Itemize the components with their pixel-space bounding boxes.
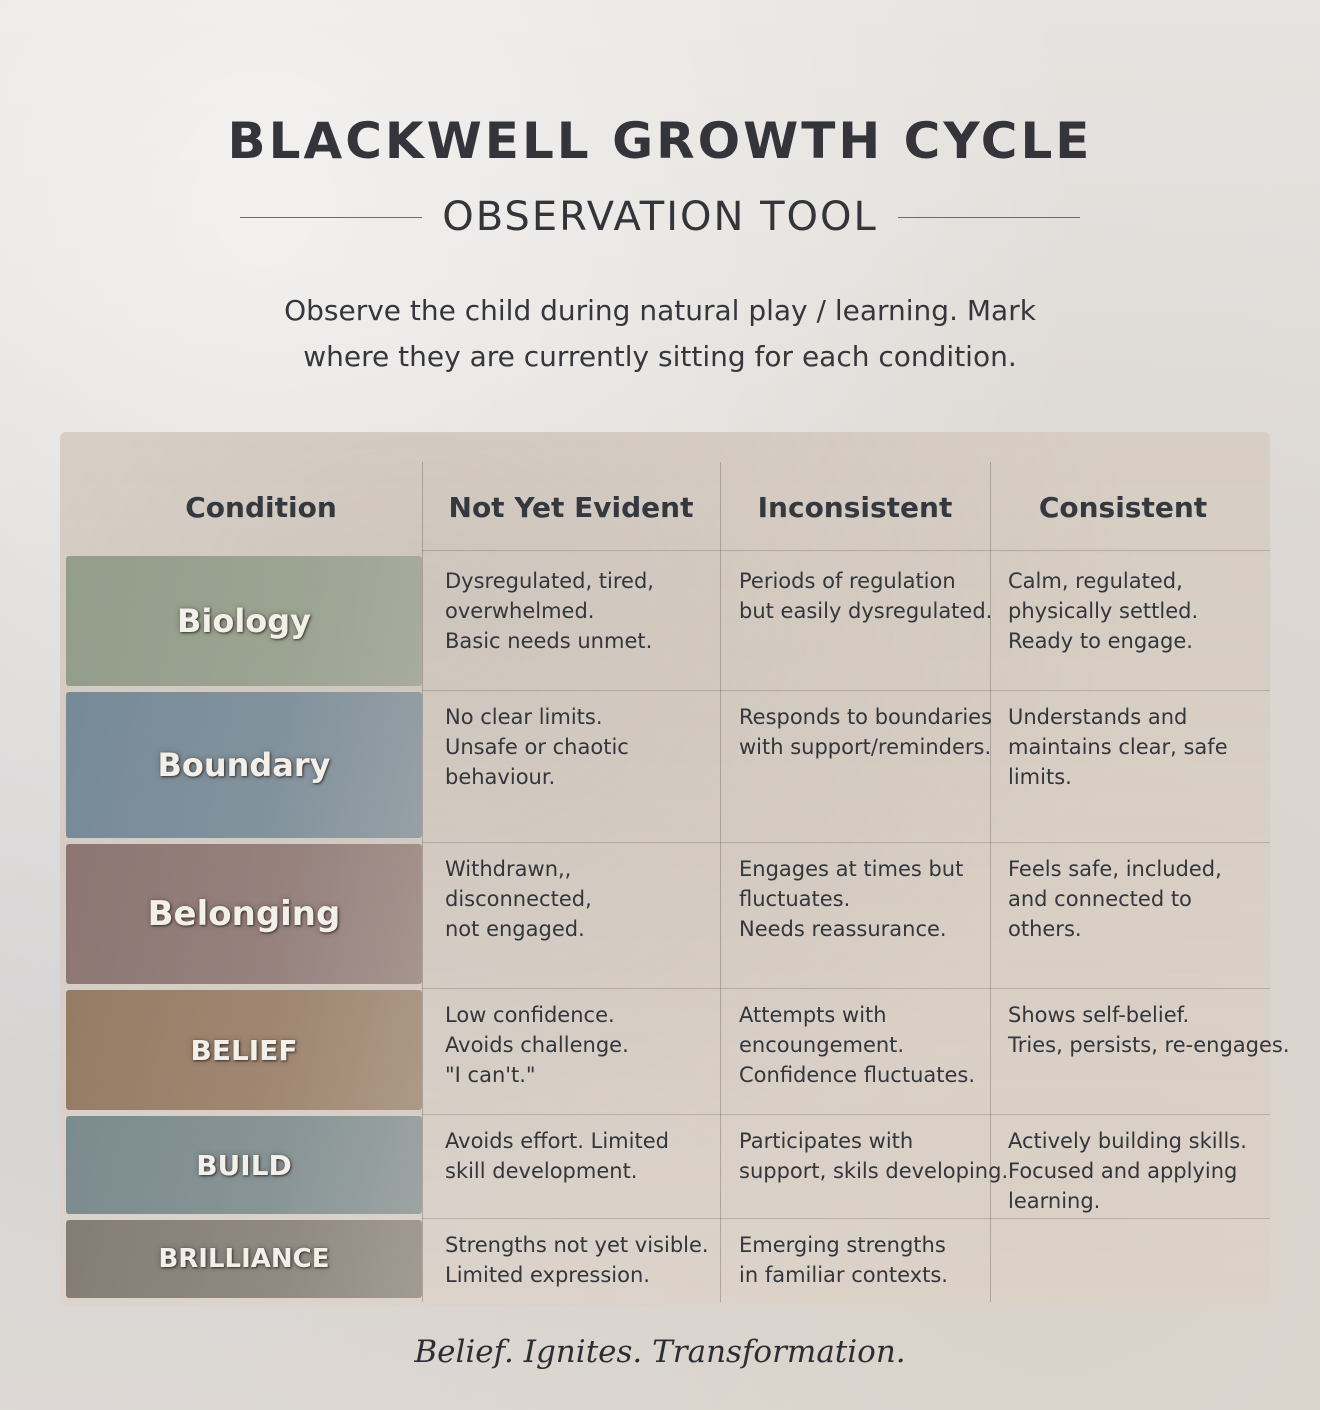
page-subtitle: OBSERVATION TOOL [442,194,878,240]
cell-line: Strengths not yet visible. [445,1233,709,1257]
condition-label-boundary: Boundary [66,692,422,838]
cell-belief-consistent [1008,1000,1290,1060]
cell-boundary-inconsistent [739,702,992,762]
intro-text [220,288,1100,380]
cell-line: Ready to engage. [1008,629,1193,653]
observation-table [60,432,1290,1306]
cell-line: and connected to [1008,887,1192,911]
cell-line: overwhelmed. [445,599,595,623]
cell-brilliance-not-yet-evident [445,1230,709,1290]
cell-line: Confidence fluctuates. [739,1063,976,1087]
cell-line: skill development. [445,1159,638,1183]
row-divider [422,988,1270,989]
condition-label-biology: Biology [66,556,422,686]
cell-build-inconsistent [739,1126,1008,1186]
row-divider [422,690,1270,691]
intro-line-2: where they are currently sitting for each condition. [303,340,1017,373]
cell-line: physically settled. [1008,599,1199,623]
row-divider [422,550,1270,551]
cell-line: Periods of regulation [739,569,956,593]
condition-label-brilliance: BRILLIANCE [66,1220,422,1298]
column-header-inconsistent: Inconsistent [757,491,953,524]
condition-label-build: BUILD [66,1116,422,1214]
cell-line: maintains clear, safe [1008,735,1228,759]
cell-line: not engaged. [445,917,585,941]
cell-line: Participates with [739,1129,914,1153]
cell-boundary-not-yet-evident [445,702,629,792]
cell-line: Understands and [1008,705,1188,729]
cell-line: Needs reassurance. [739,917,947,941]
cell-line: fluctuates. [739,887,851,911]
cell-biology-consistent [1008,566,1198,656]
condition-label-belief: BELIEF [66,990,422,1110]
intro-line-1: Observe the child during natural play / learning. Mark [284,294,1036,327]
cell-line: Attempts with [739,1003,887,1027]
cell-line: Feels safe, included, [1008,857,1222,881]
column-header-consistent: Consistent [1038,491,1208,524]
cell-line: but easily dysregulated. [739,599,993,623]
footer-tagline: Belief. Ignites. Transformation. [414,1334,906,1370]
cell-belonging-not-yet-evident [445,854,592,944]
cell-line: encoungement. [739,1033,905,1057]
column-divider [422,462,423,1302]
column-header-not-yet-evident: Not Yet Evident [448,491,694,524]
cell-build-not-yet-evident [445,1126,669,1186]
column-divider [720,462,721,1302]
subtitle-rule-right [898,217,1080,218]
row-divider [422,842,1270,843]
cell-belief-inconsistent [739,1000,975,1090]
cell-line: Low confidence. [445,1003,615,1027]
cell-line: Emerging strengths [739,1233,946,1257]
cell-belonging-consistent [1008,854,1222,944]
cell-line: Avoids effort. Limited [445,1129,669,1153]
cell-line: Focused and applying [1008,1159,1238,1183]
cell-line: in familiar contexts. [739,1263,948,1287]
cell-line: Calm, regulated, [1008,569,1183,593]
condition-label-belonging: Belonging [66,844,422,984]
cell-boundary-consistent [1008,702,1228,792]
cell-line: Withdrawn,, [445,857,572,881]
cell-line: support, skils developing. [739,1159,1009,1183]
cell-line: No clear limits. [445,705,603,729]
subtitle-rule-left [240,217,422,218]
cell-belonging-inconsistent [739,854,963,944]
cell-line: Dysregulated, tired, [445,569,654,593]
cell-line: limits. [1008,765,1072,789]
cell-line: Actively building skills. [1008,1129,1247,1153]
cell-line: Shows self-belief. [1008,1003,1190,1027]
cell-line: Avoids challenge. [445,1033,629,1057]
subtitle-row [240,190,1080,244]
cell-line: learning. [1008,1189,1101,1213]
column-header-condition: Condition [185,491,337,524]
cell-line: Engages at times but [739,857,964,881]
cell-belief-not-yet-evident [445,1000,629,1090]
row-divider [422,1218,1270,1219]
cell-line: disconnected, [445,887,592,911]
cell-line: Tries, persists, re-engages. [1008,1033,1290,1057]
cell-line: others. [1008,917,1082,941]
cell-brilliance-inconsistent [739,1230,948,1290]
cell-biology-not-yet-evident [445,566,654,656]
cell-line: Basic needs unmet. [445,629,653,653]
page-title: BLACKWELL GROWTH CYCLE [227,112,1093,170]
cell-line: with support/reminders. [739,735,992,759]
cell-line: Unsafe or chaotic [445,735,629,759]
cell-build-consistent [1008,1126,1247,1216]
cell-biology-inconsistent [739,566,992,626]
cell-line: "I can't." [445,1063,536,1087]
cell-line: Limited expression. [445,1263,650,1287]
row-divider [422,1114,1270,1115]
cell-line: behaviour. [445,765,556,789]
cell-line: Responds to boundaries [739,705,993,729]
